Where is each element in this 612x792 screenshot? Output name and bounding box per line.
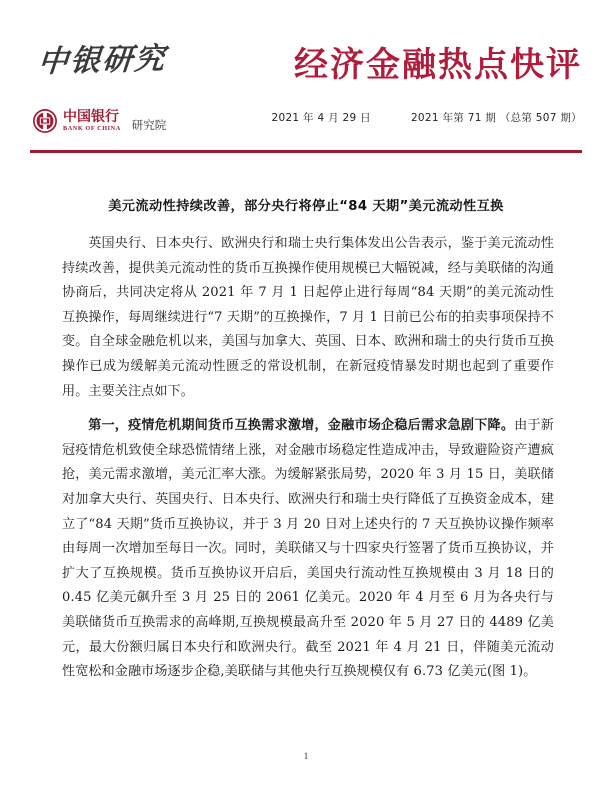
publication-title: 经济金融热点快评 — [294, 45, 582, 85]
brand-right — [242, 45, 582, 124]
article-title: 美元流动性持续改善，部分央行将停止“84 天期”美元流动性互换 — [108, 198, 504, 214]
paragraph-1 — [62, 232, 554, 404]
page-number: 1 — [303, 752, 309, 762]
masthead-divider — [30, 150, 582, 153]
paragraph-2-lead: 第一，疫情危机期间货币互换需求激增，金融市场企稳后需求急剧下降。 — [88, 418, 515, 434]
bank-name-en: BANK OF CHINA — [63, 124, 121, 132]
department-label: 研究院 — [131, 118, 167, 132]
brand-script-logo: 中银研究 — [36, 41, 168, 80]
article-body — [62, 232, 554, 685]
publication-date: 2021 年 4 月 29 日 — [271, 112, 371, 124]
bank-of-china-lockup — [32, 108, 166, 134]
masthead — [30, 41, 582, 148]
issue-line — [271, 110, 582, 125]
publication-issue: 2021 年第 71 期 （总第 507 期） — [410, 112, 582, 124]
paragraph-2-text: 由于新冠疫情危机致使全球恐慌情绪上涨，对金融市场稳定性造成冲击，导致避险资产遭疯抢，美元需求激增，美元汇率大涨。为缓解紧张局势，2020 年 3 月 15 日，美联储对加拿大央行、英国央行、日本央行、欧洲央行和瑞士央行降低了互换资金成本，建立了“84 天期”货币互换协议，并于 3 月 20 日对上述央行的 7 天互换协议操作频率由每周一次增加至每日一次。同时，美联储又与十四家央行签署了货币互换协议，并扩大了互换规模。货币互换协议开启后，美国央行流动性互换规模由 3 月 18 日的 0.45 亿美元飙升至 3 月 25 日的 2061 亿美元。2020 年 4 月至 6 月为各央行与美联储货币互换需求的高峰期,互换规模最高升至 2020 年 5 月 27 日的 4489 亿美元，最大份额归属日本央行和欧洲央行。截至 2021 年 4 月 21 日，伴随美元流动性宽松和金融市场逐步企稳,美联储与其他央行互换规模仅有 6.73 亿美元(图 1)。 — [62, 418, 554, 680]
bank-name-cn: 中国银行 — [63, 108, 119, 125]
bank-of-china-logo-icon — [32, 108, 58, 134]
paragraph-2 — [62, 414, 554, 685]
bank-wordmark — [63, 110, 121, 132]
paragraph-1-text: 英国央行、日本央行、欧洲央行和瑞士央行集体发出公告表示，鉴于美元流动性持续改善，提供美元流动性的货币互换操作使用规模已大幅锐减，经与美联储的沟通协商后，共同决定将从 2021 年 7 月 1 日起停止进行每周“84 天期”的美元流动性互换操作，每周继续进行“7 天期”的互换操作，7 月 1 日前已公布的拍卖事项保持不变。自全球金融危机以来，美国与加拿大、英国、日本、欧洲和瑞士的央行货币互换操作已成为缓解美元流动性匮乏的常设机制，在新冠疫情暴发时期也起到了重要作用。主要关注点如下。 — [62, 236, 554, 399]
